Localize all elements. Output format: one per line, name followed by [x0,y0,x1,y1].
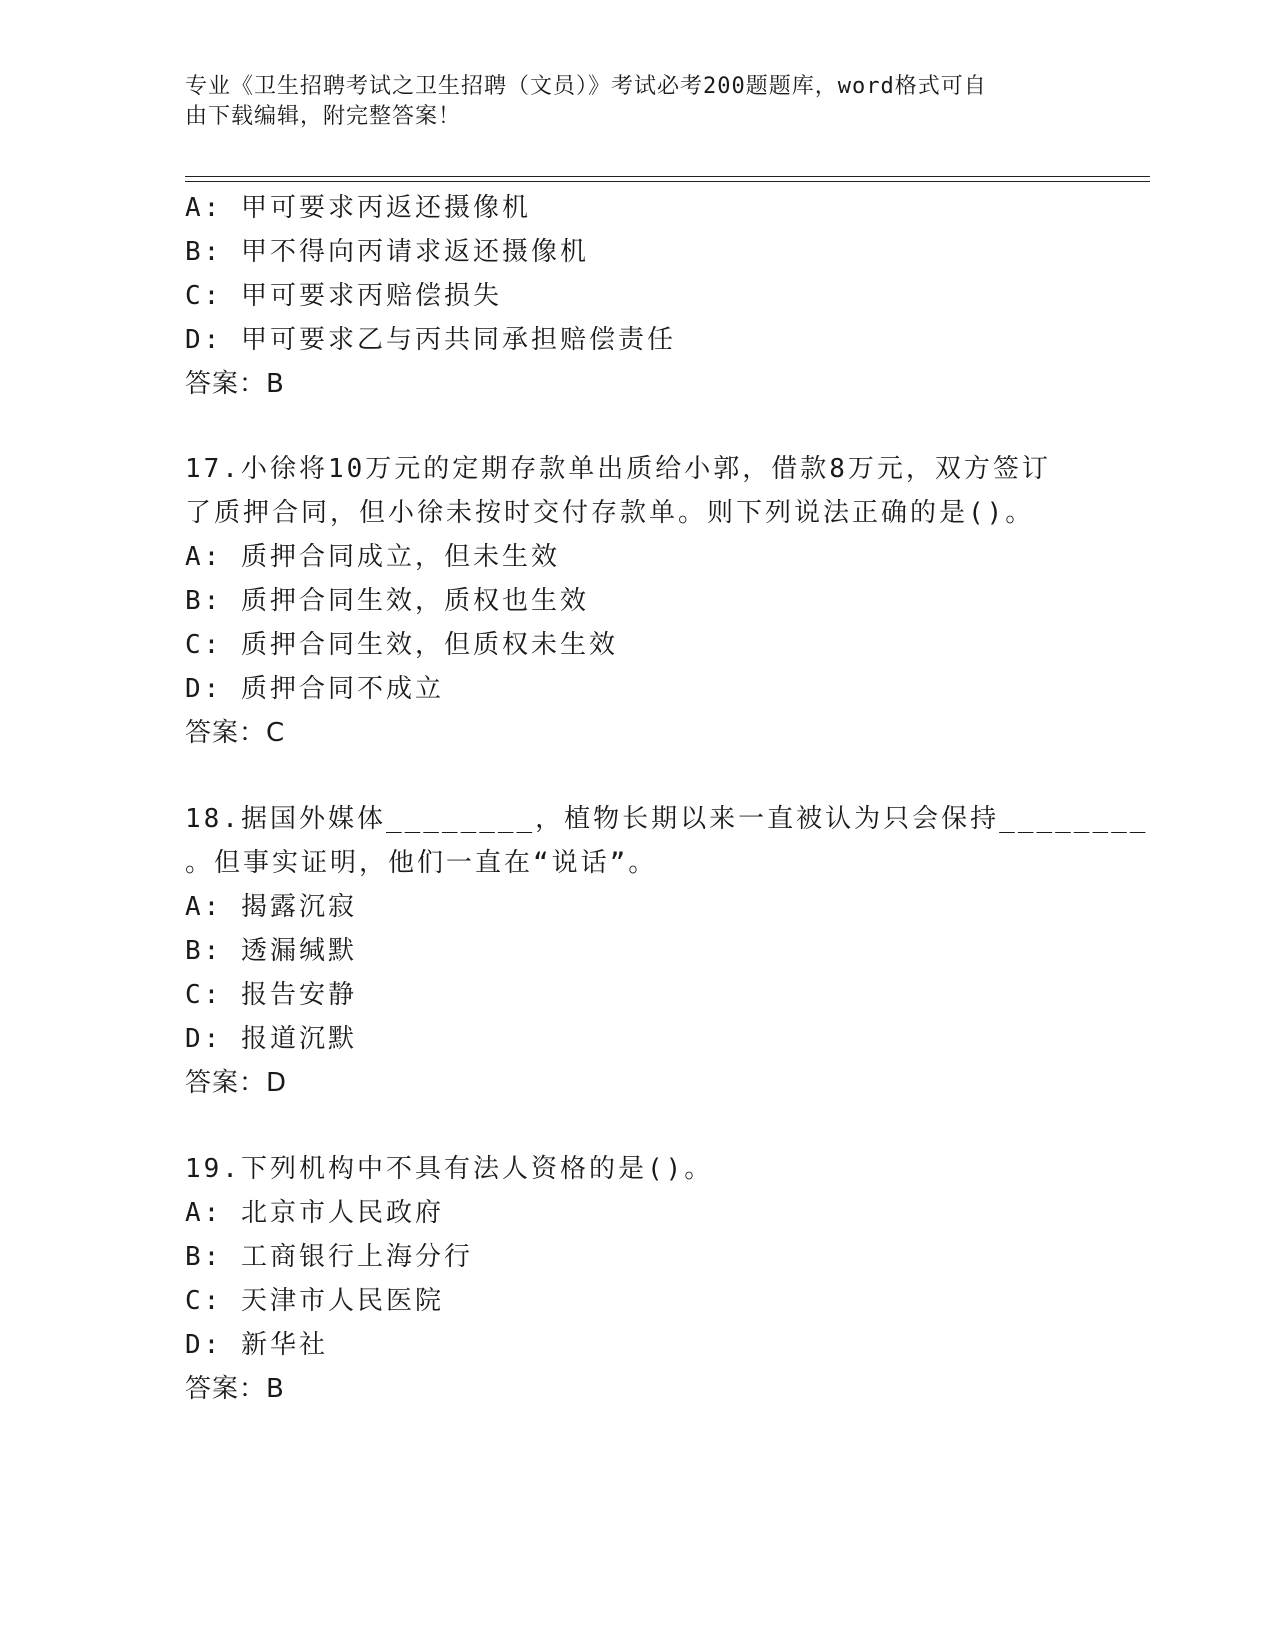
q19-option-b: B: 工商银行上海分行 [185,1242,473,1272]
q18-option-a: A: 揭露沉寂 [185,892,357,922]
q19-option-a: A: 北京市人民政府 [185,1198,444,1228]
q16-option-b: B: 甲不得向丙请求返还摄像机 [185,237,589,267]
q19-stem-line-1: 19.下列机构中不具有法人资格的是()。 [185,1154,714,1184]
header-line-1: 专业《卫生招聘考试之卫生招聘（文员）》考试必考200题题库，word格式可自 [185,74,987,99]
header-line-2: 由下载编辑，附完整答案！ [185,104,462,129]
q18-answer: 答案：D [185,1068,288,1098]
q19-answer: 答案：B [185,1374,285,1404]
q19-option-d: D: 新华社 [185,1330,328,1360]
q19-option-c: C: 天津市人民医院 [185,1286,444,1316]
header-divider-top [185,176,1150,177]
q18-option-d: D: 报道沉默 [185,1024,357,1054]
q17-stem-line-1: 17.小徐将10万元的定期存款单出质给小郭，借款8万元，双方签订 [185,454,1051,484]
document-header [185,72,1065,132]
q16-option-a: A: 甲可要求丙返还摄像机 [185,193,531,223]
q18-stem-line-2: 。但事实证明，他们一直在“说话”。 [185,848,658,878]
q17-option-c: C: 质押合同生效，但质权未生效 [185,630,618,660]
q16-option-c: C: 甲可要求丙赔偿损失 [185,281,502,311]
q18-stem-line-1: 18.据国外媒体________，植物长期以来一直被认为只会保持________ [185,804,1149,834]
q17-option-a: A: 质押合同成立，但未生效 [185,542,560,572]
q16-option-d: D: 甲可要求乙与丙共同承担赔偿责任 [185,325,676,355]
header-divider-bottom [185,181,1150,182]
q18-option-c: C: 报告安静 [185,980,357,1010]
q17-option-d: D: 质押合同不成立 [185,674,444,704]
q17-stem-line-2: 了质押合同，但小徐未按时交付存款单。则下列说法正确的是()。 [185,498,1035,528]
q17-option-b: B: 质押合同生效，质权也生效 [185,586,589,616]
q17-answer: 答案：C [185,718,286,748]
q18-option-b: B: 透漏缄默 [185,936,357,966]
q16-answer: 答案：B [185,369,285,399]
